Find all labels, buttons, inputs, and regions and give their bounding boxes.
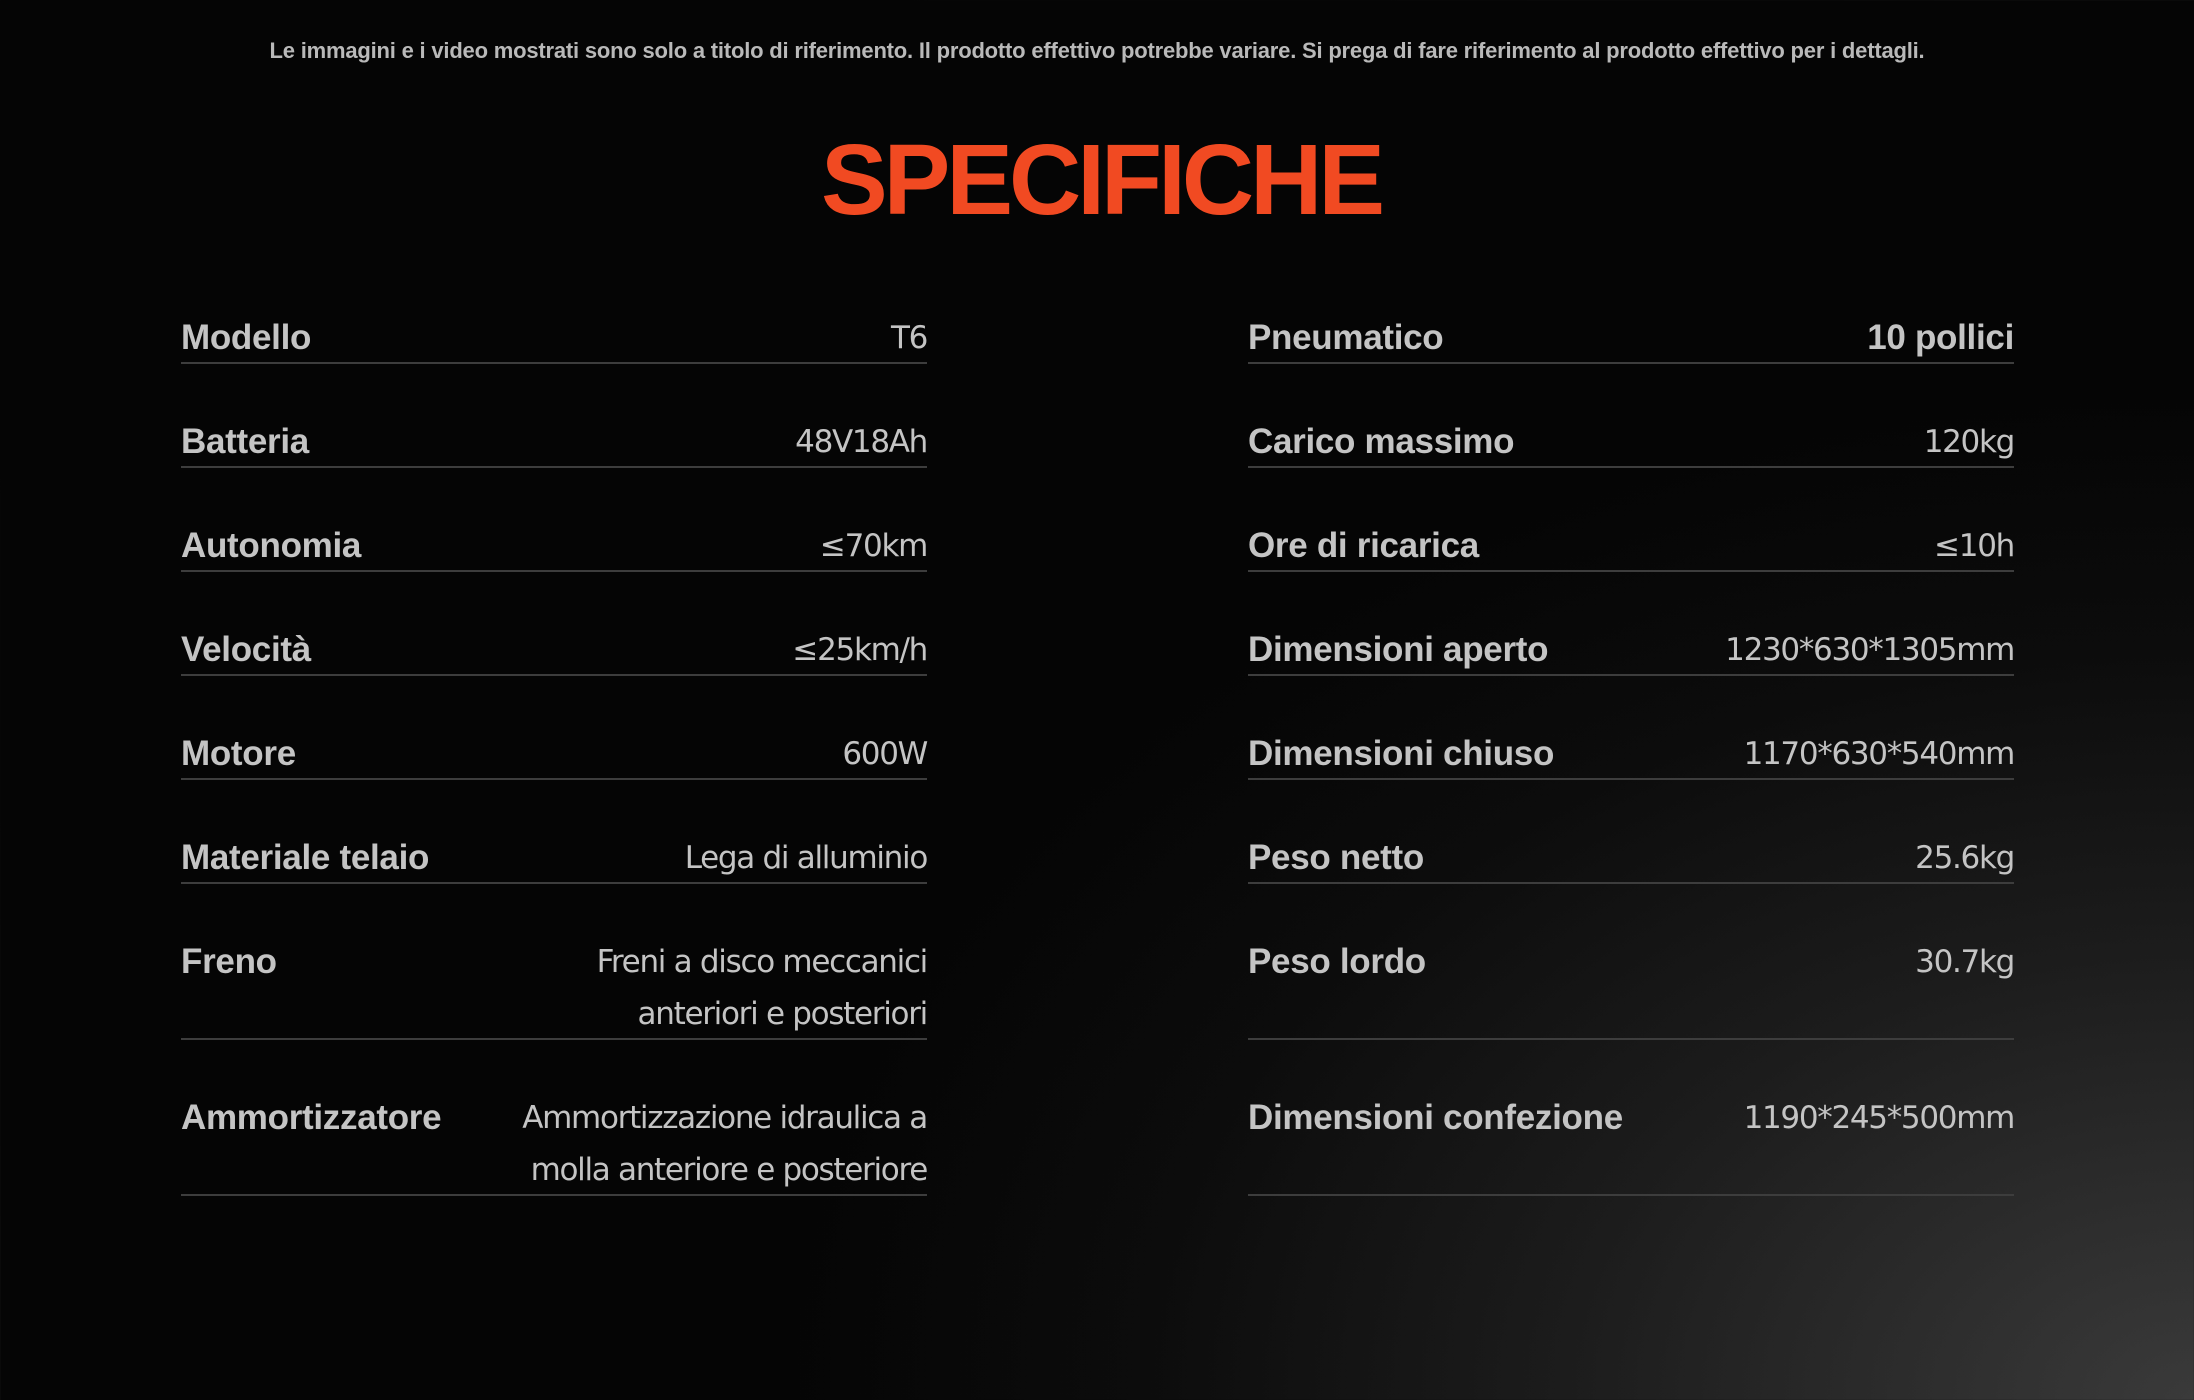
spec-label: Motore <box>181 734 296 773</box>
spec-row-modello <box>181 312 927 364</box>
spec-value: 25.6kg <box>1915 840 2014 876</box>
spec-label: Batteria <box>181 422 309 461</box>
spec-row-ore-ricarica <box>1248 520 2014 572</box>
spec-value: 1230*630*1305mm <box>1725 632 2014 668</box>
spec-value-line: Freni a disco meccanici <box>596 944 927 980</box>
spec-row-batteria <box>181 416 927 468</box>
spec-value: 48V18Ah <box>795 424 927 460</box>
spec-row-dimensioni-confezione <box>1248 1092 2014 1196</box>
spec-value-line: anteriori e posteriori <box>637 996 927 1032</box>
spec-value-line: Ammortizzazione idraulica a <box>522 1100 927 1136</box>
spec-row-peso-netto <box>1248 832 2014 884</box>
spec-label: Peso lordo <box>1248 942 1426 981</box>
spec-row-dimensioni-aperto <box>1248 624 2014 676</box>
spec-label: Materiale telaio <box>181 838 430 877</box>
spec-label: Dimensioni chiuso <box>1248 734 1555 773</box>
spec-row-freno <box>181 936 927 1040</box>
spec-value: ≤70km <box>819 528 927 564</box>
spec-value: 30.7kg <box>1915 944 2014 980</box>
page-title: SPECIFICHE <box>820 124 1382 236</box>
spec-label: Ore di ricarica <box>1248 526 1479 565</box>
spec-row-motore <box>181 728 927 780</box>
spec-label: Carico massimo <box>1248 422 1515 461</box>
spec-row-dimensioni-chiuso <box>1248 728 2014 780</box>
spec-label: Velocità <box>181 630 311 669</box>
spec-value: Lega di alluminio <box>684 840 927 876</box>
spec-value <box>522 1092 927 1196</box>
spec-label: Dimensioni confezione <box>1248 1098 1623 1137</box>
spec-value <box>597 936 927 1040</box>
spec-label: Freno <box>181 942 277 981</box>
spec-row-autonomia <box>181 520 927 572</box>
spec-column-left <box>181 312 927 1248</box>
spec-row-peso-lordo <box>1248 936 2014 1040</box>
spec-row-ammortizzatore <box>181 1092 927 1196</box>
spec-row-velocita <box>181 624 927 676</box>
spec-label: Dimensioni aperto <box>1248 630 1549 669</box>
spec-value: 1170*630*540mm <box>1743 736 2014 772</box>
spec-value: ≤25km/h <box>792 632 927 668</box>
spec-row-carico-massimo <box>1248 416 2014 468</box>
spec-value: ≤10h <box>1934 528 2014 564</box>
spec-label: Modello <box>181 318 312 357</box>
spec-value: 600W <box>842 736 927 772</box>
spec-label: Autonomia <box>181 526 362 565</box>
spec-value: 10 pollici <box>1867 318 2014 357</box>
spec-row-materiale-telaio <box>181 832 927 884</box>
disclaimer-text: Le immagini e i video mostrati sono solo a titolo di riferimento. Il prodotto effettivo potrebbe variare. Si prega di fare riferimento al prodotto effettivo per i dettagli. <box>269 38 1925 63</box>
spec-value-line: molla anteriore e posteriore <box>530 1152 927 1188</box>
spec-value: 120kg <box>1923 424 2014 460</box>
spec-value: 1190*245*500mm <box>1743 1100 2014 1136</box>
spec-row-pneumatico <box>1248 312 2014 364</box>
spec-value: T6 <box>890 320 927 356</box>
spec-label: Peso netto <box>1248 838 1424 877</box>
spec-column-right <box>1248 312 2014 1248</box>
spec-label: Ammortizzatore <box>181 1098 442 1137</box>
spec-label: Pneumatico <box>1248 318 1444 357</box>
